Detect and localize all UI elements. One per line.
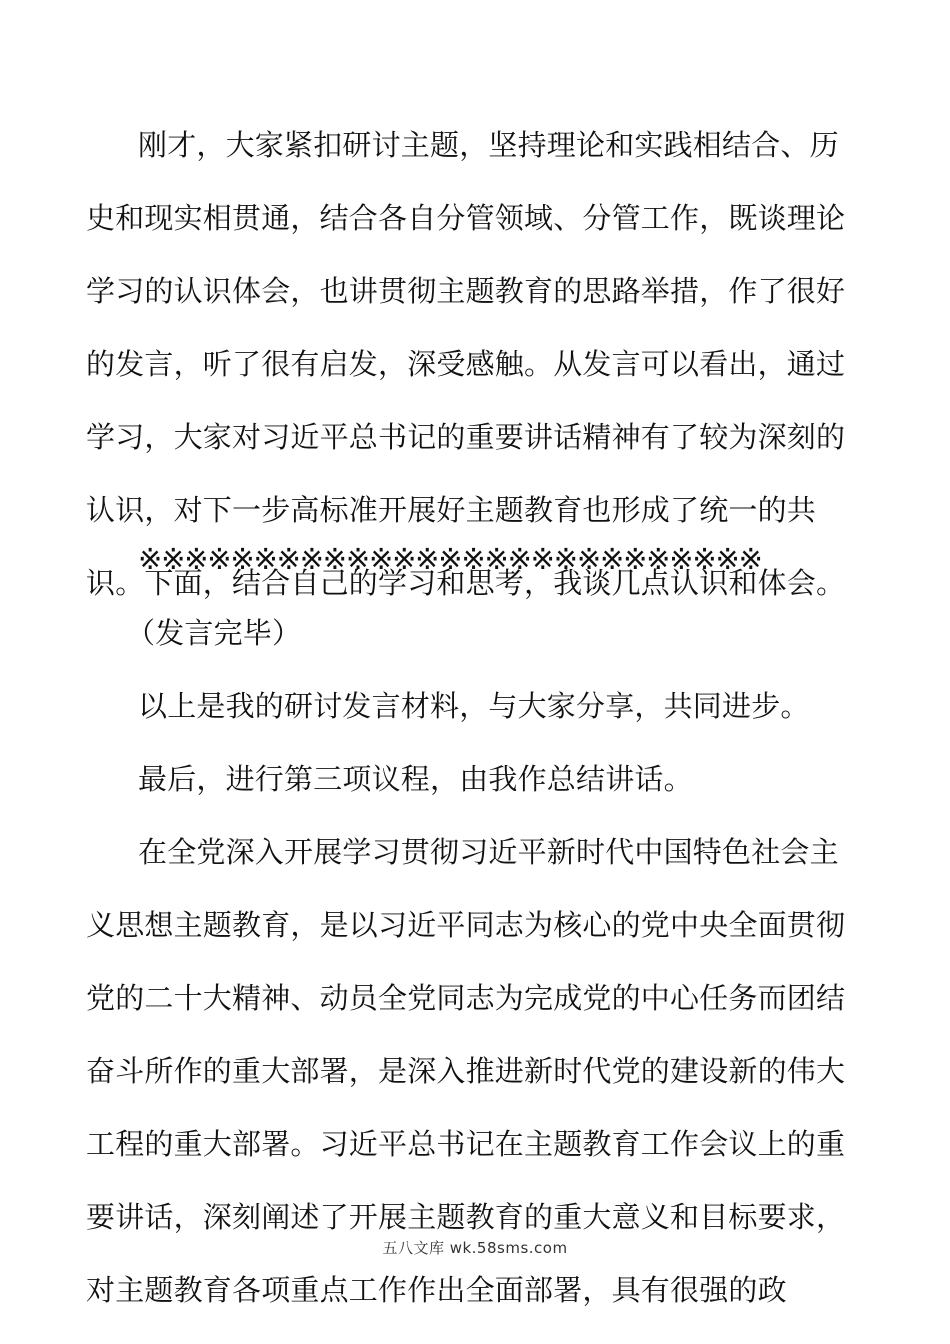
paragraph-agenda: 最后，进行第三项议程，由我作总结讲话。	[138, 762, 693, 796]
speech-end-note: （发言完毕）	[126, 616, 302, 650]
paragraph-sharing: 以上是我的研讨发言材料，与大家分享，共同进步。	[138, 689, 810, 723]
separator-line: ※※※※※※※※※※※※※※※※※※※※※※※※※※※	[138, 542, 762, 576]
footer-watermark: 五八文库 wk.58sms.com	[382, 1239, 568, 1257]
paragraph-opening-remarks: 刚才，大家紧扣研讨主题，坚持理论和实践相结合、历史和现实相贯通，结合各自分管领域、分管工作，既谈理论学习的认识体会，也讲贯彻主题教育的思路举措，作了很好的发言，听了很有启发，深受感触。从发言可以看出，通过学习，大家对习近平总书记的重要讲话精神有了较为深刻的认识，对下一步高标准开展好主题教育也形成了统一的共识。下面，结合自己的学习和思考，我谈几点认识和体会。	[86, 128, 846, 600]
paragraph-summary-speech: 在全党深入开展学习贯彻习近平新时代中国特色社会主义思想主题教育，是以习近平同志为核心的党中央全面贯彻党的二十大精神、动员全党同志为完成党的中心任务而团结奋斗所作的重大部署，是深入推进新时代党的建设新的伟大工程的重大部署。习近平总书记在主题教育工作会议上的重要讲话，深刻阐述了开展主题教育的重大意义和目标要求，对主题教育各项重点工作作出全面部署，具有很强的政	[86, 835, 846, 1307]
